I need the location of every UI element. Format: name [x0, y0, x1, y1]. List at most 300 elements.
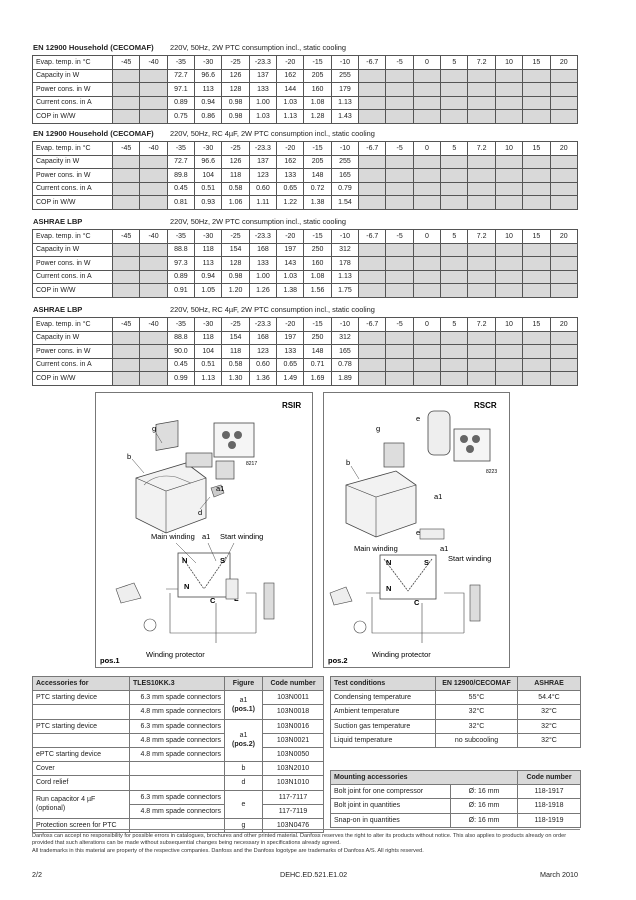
table-row	[33, 776, 324, 790]
table-cell	[468, 284, 495, 298]
table-cell: 160	[304, 83, 331, 97]
table-cell	[140, 243, 167, 257]
table-cell: 103N1010	[263, 776, 324, 790]
table-cell	[113, 358, 140, 372]
table-cell	[359, 358, 386, 372]
table-cell: -15	[304, 56, 331, 70]
table-cell: 10	[495, 142, 522, 156]
table-cell	[413, 345, 440, 359]
table-cell: -40	[140, 318, 167, 332]
table-cell: 4.8 mm spade connectors	[130, 804, 225, 818]
table-cell	[495, 83, 522, 97]
table-cell	[113, 69, 140, 83]
table-cell	[130, 762, 225, 776]
table-cell	[441, 243, 468, 257]
row-label: Capacity in W	[33, 155, 113, 169]
table-row	[33, 196, 578, 210]
diagram-label: Start winding	[220, 532, 264, 541]
disclaimer-text: Danfoss can accept no responsibility for possible errors in catalogues, brochures and other printed material. Danfoss reserves the right to alter its products without notice. This also applies to products already on order provided that such alterations can be made without subsequential changes being necessary in specifications already agreed. All trademarks in this material are property of the respective companies. Danfoss and the Danfoss logotype are trademarks of Danfoss A/S. All rights reserved.	[32, 833, 567, 854]
table-cell	[523, 182, 550, 196]
table-cell: Accessories for	[33, 677, 130, 691]
diagram-label: g	[376, 424, 381, 433]
table-row	[33, 110, 578, 124]
diagram-label: a1	[202, 532, 211, 541]
table-cell: -6.7	[359, 318, 386, 332]
table-cell	[441, 196, 468, 210]
table-cell: -45	[113, 230, 140, 244]
table-cell	[413, 96, 440, 110]
row-label: Power cons. in W	[33, 257, 113, 271]
table-cell	[495, 155, 522, 169]
table-cell: 118	[222, 345, 249, 359]
table-cell: -25	[222, 142, 249, 156]
table-cell: 15	[523, 318, 550, 332]
table-cell	[523, 345, 550, 359]
table-cell: 197	[277, 331, 304, 345]
table-cell: 0.65	[277, 358, 304, 372]
table-cell: 1.13	[331, 270, 358, 284]
table-cell: 1.08	[304, 96, 331, 110]
table-cell: 1.13	[195, 372, 222, 386]
mounting-accessories-table	[330, 770, 581, 828]
table-cell: 0.45	[167, 182, 194, 196]
diagram-label: Winding protector	[372, 650, 431, 659]
table-cell	[386, 372, 413, 386]
table-cell: 0.60	[249, 182, 276, 196]
table-cell	[468, 83, 495, 97]
table-cell: 0.71	[304, 358, 331, 372]
row-label: Evap. temp. in °C	[33, 56, 113, 70]
table-cell: 5	[441, 318, 468, 332]
table-row	[331, 691, 581, 705]
table-cell: -35	[167, 230, 194, 244]
table-cell	[550, 69, 577, 83]
row-label: Current cons. in A	[33, 270, 113, 284]
table-cell	[441, 372, 468, 386]
table-cell: -6.7	[359, 56, 386, 70]
table-cell	[550, 284, 577, 298]
table-cell	[550, 372, 577, 386]
diagram-label: e	[416, 414, 421, 423]
table-cell: 103N0050	[263, 747, 324, 761]
table-cell: -30	[195, 230, 222, 244]
performance-table	[32, 141, 578, 210]
table-cell: 1.13	[331, 96, 358, 110]
table-cell	[413, 243, 440, 257]
table-cell: -15	[304, 142, 331, 156]
table-cell	[413, 83, 440, 97]
table-cell: -20	[277, 318, 304, 332]
table-cell	[359, 69, 386, 83]
table-cell: -10	[331, 318, 358, 332]
table-row	[331, 677, 581, 691]
table-cell: d	[225, 776, 263, 790]
table-cell: TLES10KK.3	[130, 677, 225, 691]
table-cell: 0	[413, 230, 440, 244]
diagram-label: pos.2	[328, 656, 348, 665]
table-cell: 4.8 mm spade connectors	[130, 705, 225, 719]
table-cell: 118-1919	[518, 813, 581, 827]
table-cell	[441, 284, 468, 298]
table-cell: 0.94	[195, 270, 222, 284]
table-cell	[523, 257, 550, 271]
table-cell	[413, 257, 440, 271]
row-label: COP in W/W	[33, 196, 113, 210]
table-row	[33, 318, 578, 332]
diagram-label: N	[386, 584, 392, 593]
table-cell: 0.99	[167, 372, 194, 386]
table-cell	[523, 110, 550, 124]
table-cell	[113, 284, 140, 298]
table-cell: 0.78	[331, 358, 358, 372]
diagram-label: RSCR	[474, 401, 497, 410]
table-cell	[386, 155, 413, 169]
table-cell	[413, 69, 440, 83]
row-label: Current cons. in A	[33, 96, 113, 110]
diagram-label: N	[386, 558, 392, 567]
table-cell	[523, 372, 550, 386]
table-row	[33, 345, 578, 359]
table-row	[33, 270, 578, 284]
table-cell: -20	[277, 56, 304, 70]
table-cell	[140, 110, 167, 124]
table-cell	[468, 110, 495, 124]
table-cell: -23.3	[249, 318, 276, 332]
table-cell	[359, 257, 386, 271]
table-cell	[441, 345, 468, 359]
table-cell	[359, 372, 386, 386]
table-cell: 1.36	[249, 372, 276, 386]
table-cell: 7.2	[468, 318, 495, 332]
table-cell: Code number	[518, 771, 581, 785]
table-row	[33, 733, 324, 747]
table-cell	[495, 331, 522, 345]
table-cell	[441, 182, 468, 196]
table-cell: 123	[249, 169, 276, 183]
table-cell	[140, 372, 167, 386]
table-row	[33, 182, 578, 196]
table-cell: EN 12900/CECOMAF	[436, 677, 518, 691]
table-cell: 255	[331, 155, 358, 169]
test-conditions-table	[330, 676, 581, 748]
table-cell: 1.69	[304, 372, 331, 386]
table-cell	[495, 182, 522, 196]
table-cell: e	[225, 790, 263, 818]
performance-table	[32, 55, 578, 124]
section-conditions: 220V, 50Hz, RC 4µF, 2W PTC consumption incl., static cooling	[170, 305, 375, 314]
table-cell	[523, 96, 550, 110]
table-cell	[386, 243, 413, 257]
diagram-label: d	[198, 508, 203, 517]
table-cell	[495, 169, 522, 183]
table-cell	[140, 169, 167, 183]
table-cell	[113, 110, 140, 124]
table-cell	[413, 331, 440, 345]
table-cell: 1.08	[304, 270, 331, 284]
table-cell: Ø: 16 mm	[451, 799, 518, 813]
table-cell: -23.3	[249, 230, 276, 244]
table-cell: -10	[331, 230, 358, 244]
table-cell: 96.6	[195, 69, 222, 83]
table-cell	[140, 83, 167, 97]
table-cell	[359, 96, 386, 110]
table-cell: 5	[441, 230, 468, 244]
table-cell	[140, 270, 167, 284]
table-cell	[413, 110, 440, 124]
table-cell	[495, 196, 522, 210]
table-cell	[550, 331, 577, 345]
table-cell	[140, 196, 167, 210]
table-cell	[413, 270, 440, 284]
table-cell	[550, 196, 577, 210]
table-cell: 137	[249, 155, 276, 169]
table-cell	[468, 331, 495, 345]
table-cell: 10	[495, 318, 522, 332]
table-cell: 126	[222, 155, 249, 169]
table-row	[331, 799, 581, 813]
table-cell: 103N2010	[263, 762, 324, 776]
table-cell: 148	[304, 169, 331, 183]
table-cell	[33, 733, 130, 747]
table-cell	[386, 69, 413, 83]
table-cell: Ø: 16 mm	[451, 813, 518, 827]
table-cell: a1 (pos.1)	[225, 691, 263, 719]
table-cell: 4.8 mm spade connectors	[130, 747, 225, 761]
table-cell	[441, 270, 468, 284]
table-row	[33, 96, 578, 110]
table-cell: 0.79	[331, 182, 358, 196]
table-cell: 128	[222, 257, 249, 271]
table-cell: -30	[195, 56, 222, 70]
table-cell	[130, 818, 225, 832]
table-row	[33, 762, 324, 776]
row-label: Capacity in W	[33, 331, 113, 345]
table-cell: 7.2	[468, 230, 495, 244]
table-cell: 165	[331, 345, 358, 359]
table-row	[33, 818, 324, 832]
table-cell: -15	[304, 230, 331, 244]
table-cell	[359, 182, 386, 196]
table-cell: 20	[550, 230, 577, 244]
table-cell	[386, 96, 413, 110]
table-cell: 133	[249, 83, 276, 97]
table-cell	[113, 196, 140, 210]
table-cell: 88.8	[167, 331, 194, 345]
table-cell	[386, 83, 413, 97]
table-cell: Condensing temperature	[331, 691, 436, 705]
table-cell: 312	[331, 331, 358, 345]
performance-section	[32, 42, 578, 124]
table-cell: 1.28	[304, 110, 331, 124]
table-cell: 1.06	[222, 196, 249, 210]
performance-section	[32, 128, 578, 210]
table-cell: 0.93	[195, 196, 222, 210]
table-cell: -35	[167, 142, 194, 156]
row-label: Power cons. in W	[33, 83, 113, 97]
table-cell	[113, 270, 140, 284]
table-cell: 118-1918	[518, 799, 581, 813]
diagram-label: b	[346, 458, 351, 467]
table-cell: 103N0476	[263, 818, 324, 832]
table-cell: -40	[140, 56, 167, 70]
table-cell: 1.05	[195, 284, 222, 298]
table-row	[33, 691, 324, 705]
table-cell	[359, 345, 386, 359]
table-cell: ASHRAE	[518, 677, 581, 691]
table-cell	[523, 270, 550, 284]
table-cell	[523, 331, 550, 345]
table-cell: 179	[331, 83, 358, 97]
section-title: EN 12900 Household (CECOMAF)	[33, 43, 154, 52]
table-cell: 197	[277, 243, 304, 257]
row-label: COP in W/W	[33, 284, 113, 298]
table-cell: Figure	[225, 677, 263, 691]
table-cell	[468, 155, 495, 169]
table-cell: -45	[113, 56, 140, 70]
table-cell: 133	[277, 345, 304, 359]
table-cell: -25	[222, 318, 249, 332]
table-cell: 103N0016	[263, 719, 324, 733]
table-cell	[413, 155, 440, 169]
table-cell: -40	[140, 230, 167, 244]
table-cell	[386, 182, 413, 196]
table-cell: g	[225, 818, 263, 832]
table-cell: 126	[222, 69, 249, 83]
row-label: COP in W/W	[33, 372, 113, 386]
table-cell: -45	[113, 318, 140, 332]
section-title: EN 12900 Household (CECOMAF)	[33, 129, 154, 138]
publication-date: March 2010	[540, 870, 578, 879]
table-cell: 0	[413, 142, 440, 156]
table-cell: Protection screen for PTC	[33, 818, 130, 832]
table-cell: 1.26	[249, 284, 276, 298]
row-label: Current cons. in A	[33, 182, 113, 196]
rscr-wiring-diagram	[323, 392, 510, 668]
table-cell: -23.3	[249, 56, 276, 70]
table-cell	[523, 155, 550, 169]
table-cell: -30	[195, 142, 222, 156]
table-row	[33, 169, 578, 183]
table-cell	[441, 257, 468, 271]
table-cell	[113, 169, 140, 183]
table-cell: 1.30	[222, 372, 249, 386]
table-row	[33, 155, 578, 169]
table-cell: no subcooling	[436, 733, 518, 747]
table-cell: 10	[495, 230, 522, 244]
table-cell	[495, 69, 522, 83]
table-row	[331, 771, 581, 785]
table-cell: 6.3 mm spade connectors	[130, 691, 225, 705]
table-row	[331, 719, 581, 733]
table-cell: 0.98	[222, 270, 249, 284]
diagram-label: 8217	[246, 461, 258, 467]
table-cell: -25	[222, 56, 249, 70]
table-row	[33, 358, 578, 372]
table-cell	[550, 83, 577, 97]
table-row	[33, 83, 578, 97]
table-cell: 6.3 mm spade connectors	[130, 719, 225, 733]
table-cell: -30	[195, 318, 222, 332]
table-row	[33, 243, 578, 257]
diagram-label: S	[220, 556, 226, 565]
table-cell	[140, 257, 167, 271]
table-cell: 113	[195, 83, 222, 97]
table-cell: 144	[277, 83, 304, 97]
table-cell	[113, 182, 140, 196]
diagram-label: C	[210, 596, 216, 605]
table-cell	[441, 155, 468, 169]
table-cell: 168	[249, 243, 276, 257]
table-cell: 32°C	[436, 705, 518, 719]
diagram-label: 8223	[486, 469, 498, 475]
table-cell	[113, 331, 140, 345]
table-cell	[523, 83, 550, 97]
table-cell	[468, 372, 495, 386]
table-cell: Snap-on in quantities	[331, 813, 451, 827]
table-cell	[413, 196, 440, 210]
table-cell	[359, 243, 386, 257]
table-cell: 20	[550, 56, 577, 70]
table-cell: 0.45	[167, 358, 194, 372]
diagram-label: a1	[434, 492, 443, 501]
table-row	[33, 142, 578, 156]
section-title: ASHRAE LBP	[33, 217, 83, 226]
table-cell: 1.49	[277, 372, 304, 386]
table-cell: 0.89	[167, 270, 194, 284]
table-cell: 0.98	[222, 96, 249, 110]
table-cell	[413, 284, 440, 298]
table-cell	[140, 358, 167, 372]
table-cell: 178	[331, 257, 358, 271]
table-cell	[359, 83, 386, 97]
table-cell: 1.43	[331, 110, 358, 124]
table-cell	[550, 358, 577, 372]
table-cell: 154	[222, 243, 249, 257]
table-cell	[140, 345, 167, 359]
table-cell: 205	[304, 155, 331, 169]
table-cell: 250	[304, 243, 331, 257]
table-cell: Cord relief	[33, 776, 130, 790]
table-cell: 7.2	[468, 56, 495, 70]
table-cell: -6.7	[359, 142, 386, 156]
table-cell: 0.72	[304, 182, 331, 196]
table-cell	[523, 284, 550, 298]
diagram-label: a1	[216, 484, 225, 493]
diagram-label: N	[184, 582, 190, 591]
table-cell: 118	[222, 169, 249, 183]
table-cell	[386, 345, 413, 359]
table-cell	[441, 169, 468, 183]
diagram-label: Start winding	[448, 554, 492, 563]
table-cell	[468, 257, 495, 271]
table-cell	[441, 358, 468, 372]
table-cell	[359, 331, 386, 345]
table-cell	[386, 284, 413, 298]
table-cell: 118-1917	[518, 785, 581, 799]
rsir-wiring-diagram	[95, 392, 313, 668]
table-cell	[140, 331, 167, 345]
table-cell: 97.1	[167, 83, 194, 97]
table-cell	[413, 169, 440, 183]
table-cell: 15	[523, 230, 550, 244]
table-cell: 133	[277, 169, 304, 183]
table-cell	[468, 69, 495, 83]
table-cell	[441, 69, 468, 83]
table-cell: 137	[249, 69, 276, 83]
table-cell: -40	[140, 142, 167, 156]
table-cell: 1.03	[277, 96, 304, 110]
table-cell: 0.51	[195, 182, 222, 196]
